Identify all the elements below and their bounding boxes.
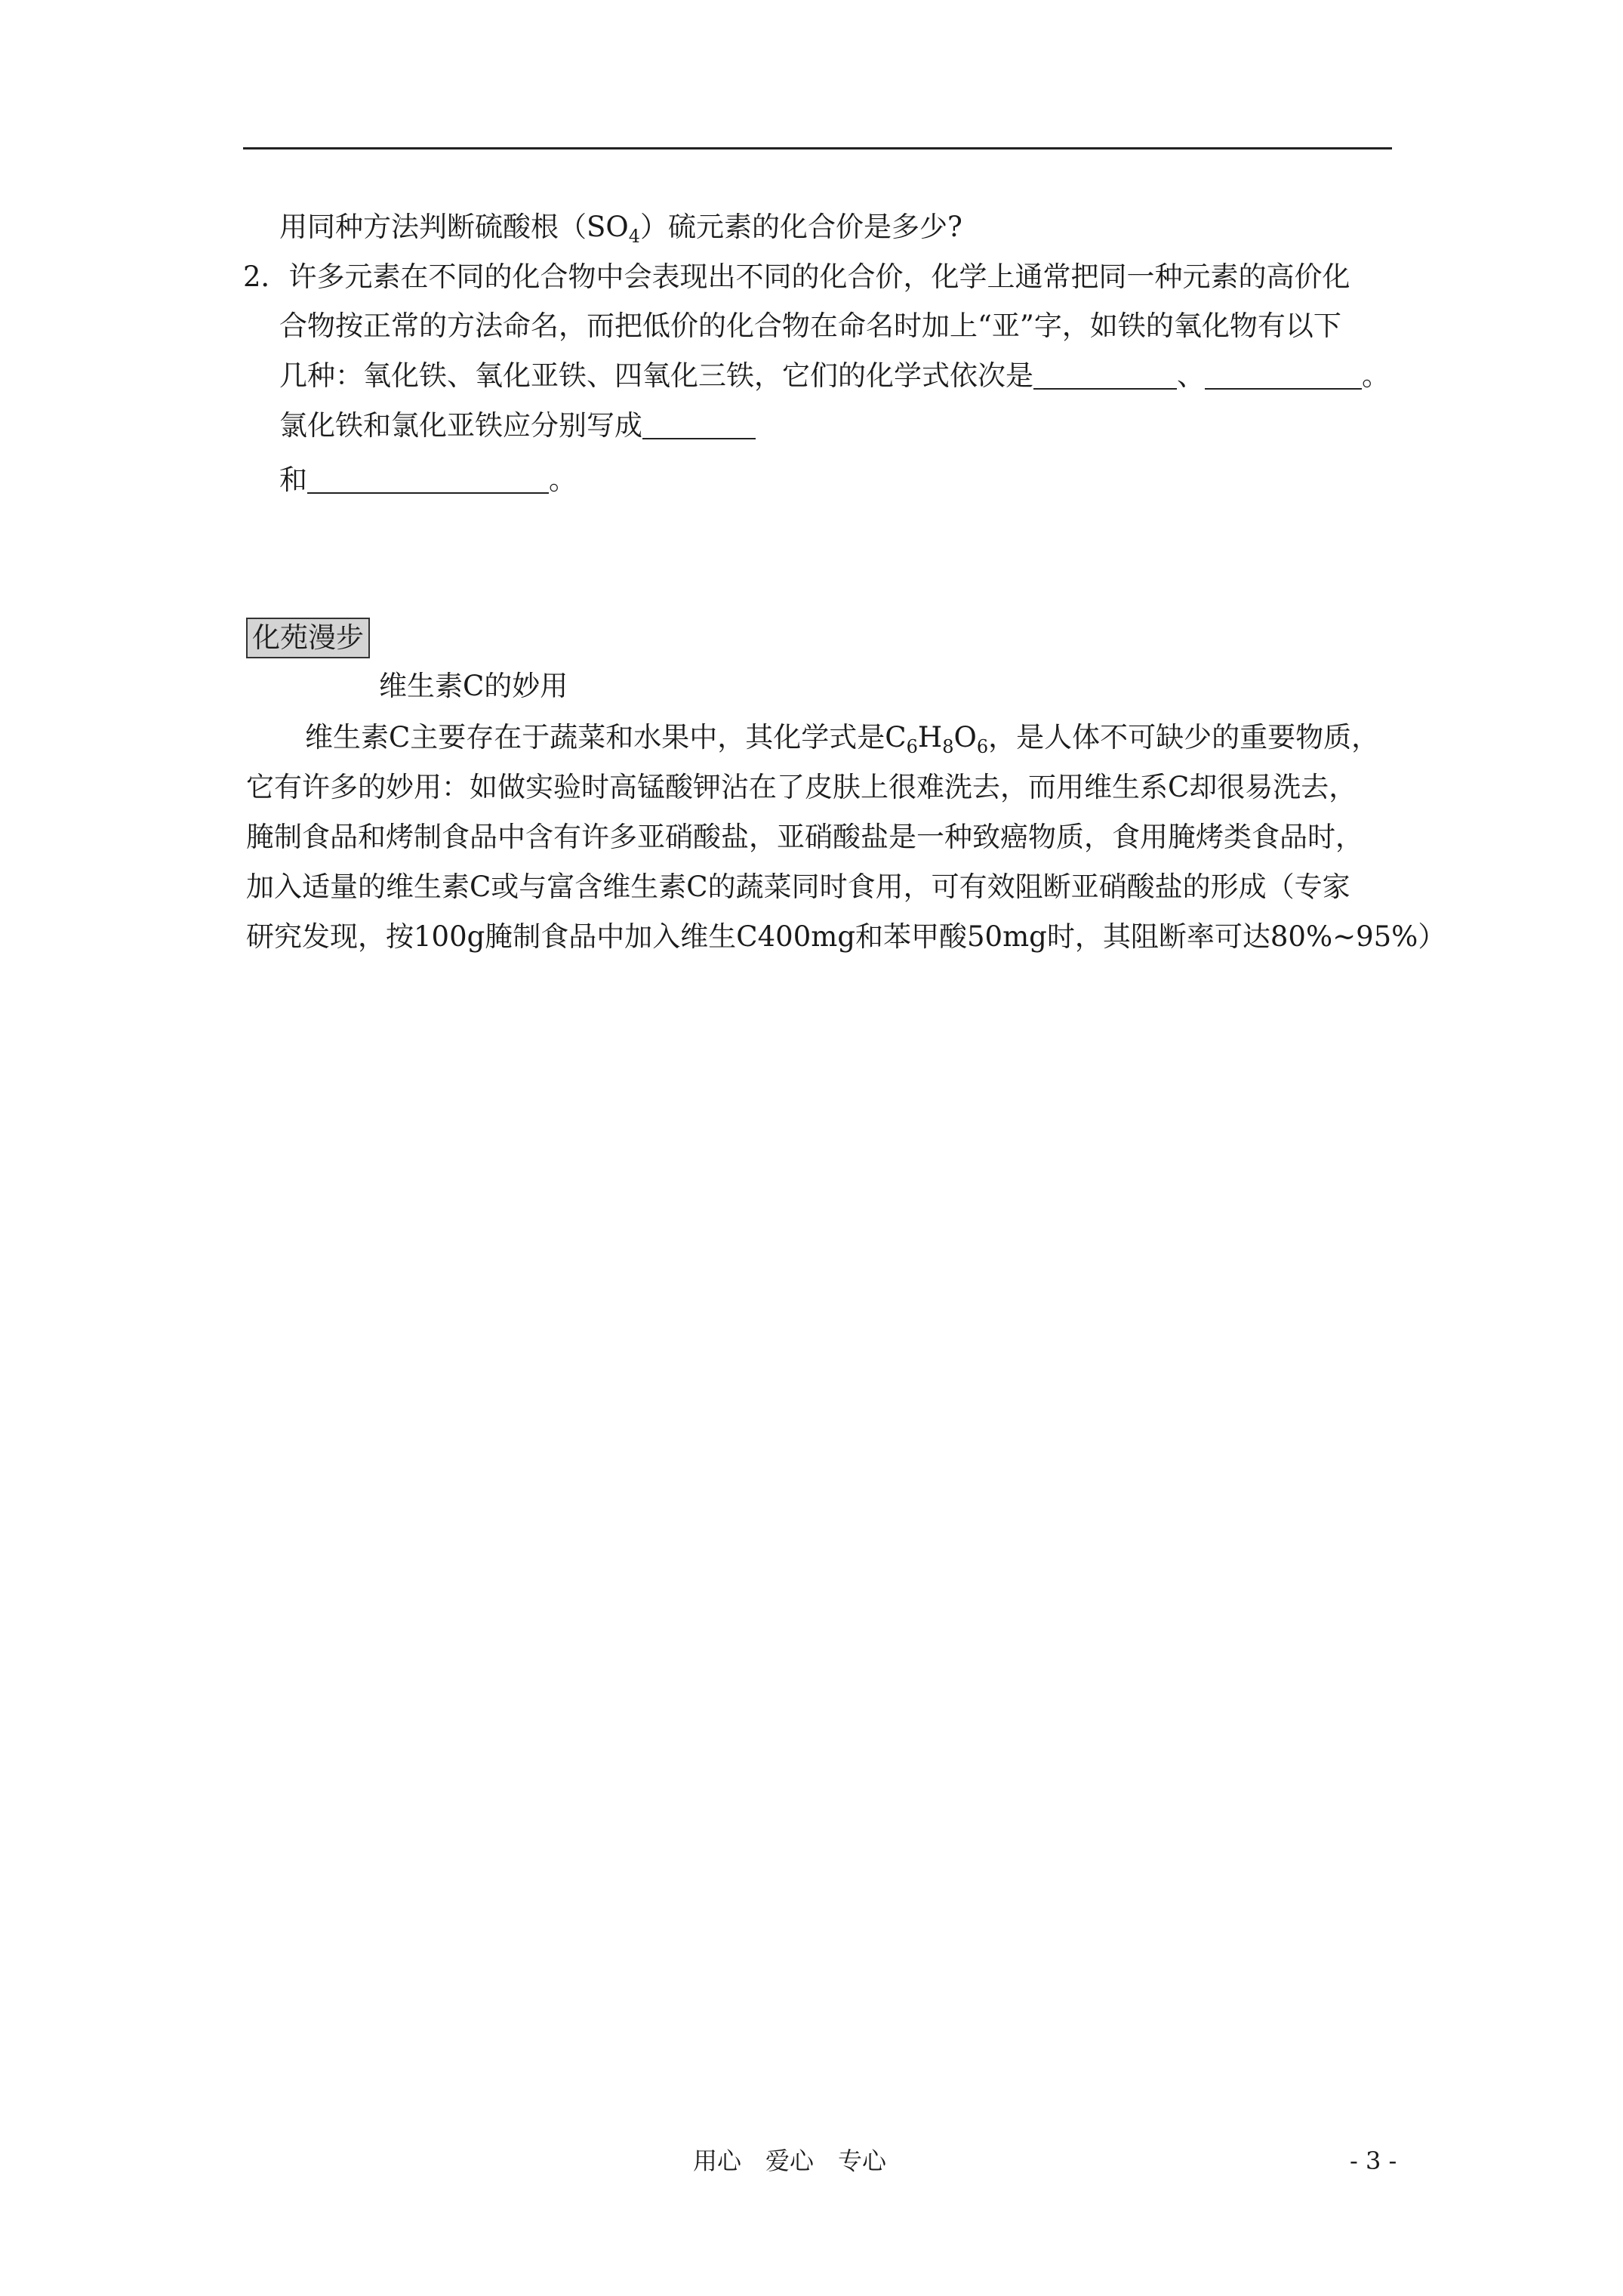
footer-motto-text: 用心 爱心 专心 — [693, 2147, 887, 2175]
answer-blank-1[interactable] — [1033, 359, 1177, 390]
footer-motto — [693, 2144, 886, 2177]
article-title — [379, 668, 568, 704]
q2-line4-text: 氯化铁和氯化亚铁应分别写成 — [279, 409, 642, 442]
article-title-text: 维生素C的妙用 — [379, 670, 568, 702]
question-2-line-5 — [279, 462, 577, 498]
p1-d: ，是人体不可缺少的重要物质， — [988, 721, 1380, 754]
question-1-tail — [279, 209, 962, 254]
p1-a: 维生素C主要存在于蔬菜和水果中，其化学式是C — [305, 721, 907, 754]
q2-number: 2． — [243, 260, 289, 293]
q2-line3-end: 。 — [1362, 359, 1390, 392]
section-label: 化苑漫步 — [252, 621, 364, 654]
q1-prefix: 用同种方法判断硫酸根（SO — [279, 211, 629, 243]
p5-text: 研究发现，按100g腌制食品中加入维生C400mg和苯甲酸50mg时，其阻断率可达80%~95%） — [246, 920, 1446, 953]
p1-sub-3: 6 — [976, 736, 989, 757]
answer-blank-3[interactable] — [642, 409, 756, 439]
q2-line5-end: 。 — [549, 464, 577, 496]
p1-sub-2: 8 — [942, 736, 954, 757]
p4-text: 加入适量的维生素C或与富含维生素C的蔬菜同时食用，可有效阻断亚硝酸盐的形成（专家 — [246, 871, 1350, 903]
q2-line5-text: 和 — [279, 464, 307, 496]
page-number-text: - 3 - — [1350, 2147, 1397, 2175]
question-2-line-2 — [279, 308, 1341, 344]
answer-blank-2[interactable] — [1205, 359, 1362, 390]
article-line-2 — [246, 769, 1357, 806]
question-2-line-3 — [279, 358, 1390, 394]
q2-line3-sep: 、 — [1177, 359, 1205, 392]
page-number — [1350, 2144, 1397, 2177]
question-2-line-4 — [279, 408, 756, 444]
header-rule — [243, 147, 1392, 149]
article-line-1 — [305, 720, 1379, 765]
q2-line3-text: 几种：氧化铁、氧化亚铁、四氧化三铁，它们的化学式依次是 — [279, 359, 1033, 392]
question-2-line-1 — [243, 259, 1350, 295]
answer-blank-4[interactable] — [307, 464, 549, 494]
p1-b: H — [917, 721, 943, 754]
q1-subscript: 4 — [628, 226, 640, 247]
p1-sub-1: 6 — [906, 736, 918, 757]
p2-text: 它有许多的妙用：如做实验时高锰酸钾沾在了皮肤上很难洗去，而用维生系C却很易洗去， — [246, 771, 1357, 803]
q2-line2-text: 合物按正常的方法命名，而把低价的化合物在命名时加上“亚”字，如铁的氧化物有以下 — [279, 310, 1341, 342]
q2-line1-text: 许多元素在不同的化合物中会表现出不同的化合价，化学上通常把同一种元素的高价化 — [288, 260, 1350, 293]
p1-c: O — [953, 721, 977, 754]
p3-text: 腌制食品和烤制食品中含有许多亚硝酸盐，亚硝酸盐是一种致癌物质，食用腌烤类食品时， — [246, 821, 1363, 853]
q1-suffix: ）硫元素的化合价是多少? — [639, 211, 962, 243]
article-line-4 — [246, 869, 1350, 905]
article-line-3 — [246, 819, 1363, 855]
article-line-5 — [246, 919, 1446, 955]
section-label-box — [246, 618, 370, 658]
